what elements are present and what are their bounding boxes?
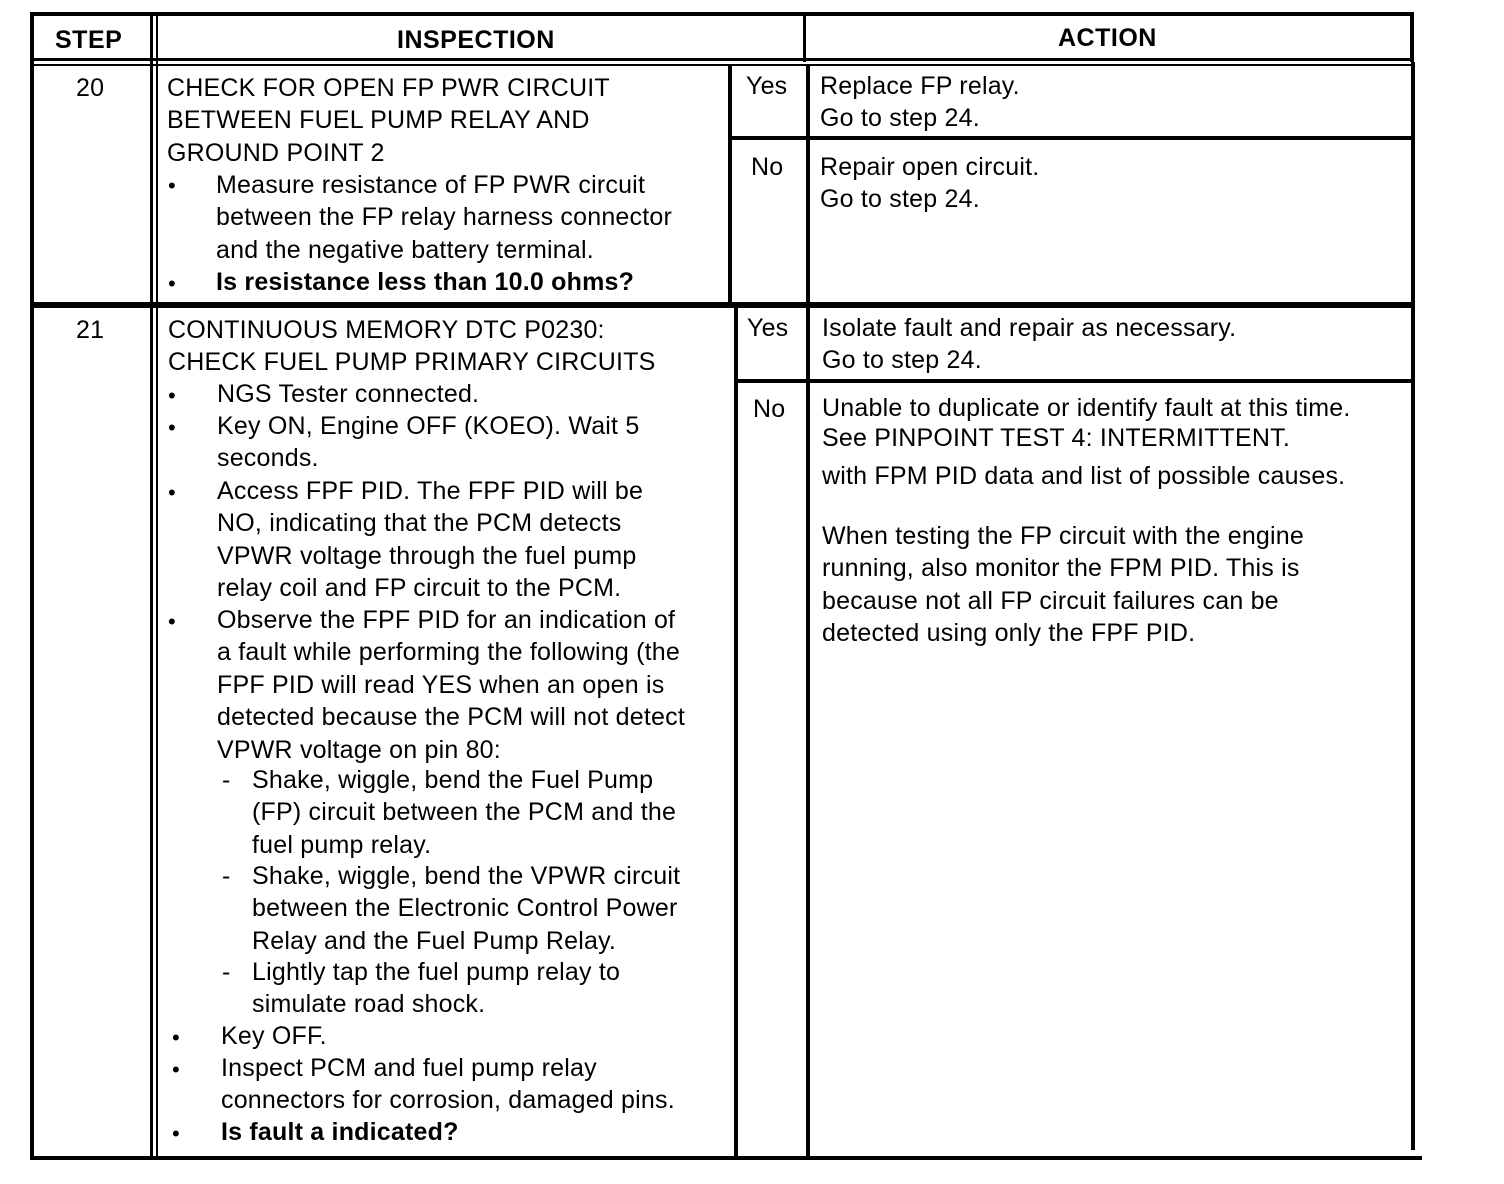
yes-label: Yes: [746, 72, 788, 100]
no-action: Unable to duplicate or identify fault at this time. See PINPOINT TEST 4: INTERMITTENT. with FPM PID data and list of possible causes.: [822, 394, 1351, 490]
inspection-title: CONTINUOUS MEMORY DTC P0230: CHECK FUEL PUMP PRIMARY CIRCUITS: [168, 316, 656, 377]
step-number: 20: [76, 74, 105, 102]
bullet-icon: •: [168, 271, 176, 296]
inspection-bullet: Measure resistance of FP PWR circuit between the FP relay harness connector and the negative battery terminal.: [216, 171, 673, 264]
bullet-icon: •: [168, 383, 176, 408]
header-action: ACTION: [1058, 24, 1157, 52]
header-inspection: INSPECTION: [397, 26, 555, 54]
bullet-icon: •: [168, 415, 176, 440]
inspection-bullet: Key OFF.: [221, 1022, 327, 1050]
inspection-title: CHECK FOR OPEN FP PWR CIRCUIT BETWEEN FUEL PUMP RELAY AND GROUND POINT 2: [167, 74, 610, 167]
yes-action: Isolate fault and repair as necessary. Go to step 24.: [822, 314, 1237, 375]
bullet-icon: •: [168, 480, 176, 505]
inspection-subitem: Shake, wiggle, bend the VPWR circuit between the Electronic Control Power Relay and the Fuel Pump Relay.: [252, 862, 681, 955]
inspection-bullet: Access FPF PID. The FPF PID will be NO, indicating that the PCM detects VPWR voltage through the fuel pump relay coil and FP circuit to the PCM.: [217, 477, 644, 603]
step-number: 21: [76, 316, 105, 344]
dash-icon: -: [222, 766, 231, 794]
inspection-subitem: Shake, wiggle, bend the Fuel Pump (FP) circuit between the PCM and the fuel pump relay.: [252, 766, 677, 859]
no-action: Repair open circuit. Go to step 24.: [820, 153, 1040, 214]
no-action-note: When testing the FP circuit with the engine running, also monitor the FPM PID. This is because not all FP circuit failures can be detected using only the FPF PID.: [822, 522, 1305, 648]
bullet-icon: •: [172, 1121, 180, 1146]
dash-icon: -: [222, 862, 231, 890]
inspection-bullet: Observe the FPF PID for an indication of a fault while performing the following (the FPF PID will read YES when an open is detected because the PCM will not detect VPWR voltage on pin 80:: [217, 606, 685, 764]
bullet-icon: •: [168, 173, 176, 198]
inspection-question: Is fault a indicated?: [221, 1118, 459, 1146]
header-step: STEP: [55, 26, 123, 54]
inspection-question: Is resistance less than 10.0 ohms?: [216, 268, 635, 296]
no-label: No: [751, 153, 784, 181]
bullet-icon: •: [168, 609, 176, 634]
yes-action: Replace FP relay. Go to step 24.: [820, 72, 1020, 133]
inspection-bullet: NGS Tester connected.: [217, 380, 480, 408]
inspection-bullet: Key ON, Engine OFF (KOEO). Wait 5 seconds.: [217, 412, 640, 473]
inspection-bullet: Inspect PCM and fuel pump relay connectors for corrosion, damaged pins.: [221, 1054, 675, 1115]
inspection-subitem: Lightly tap the fuel pump relay to simulate road shock.: [252, 958, 621, 1019]
yes-label: Yes: [747, 314, 789, 342]
bullet-icon: •: [172, 1025, 180, 1050]
dash-icon: -: [222, 958, 231, 986]
no-label: No: [753, 395, 786, 423]
bullet-icon: •: [172, 1057, 180, 1082]
